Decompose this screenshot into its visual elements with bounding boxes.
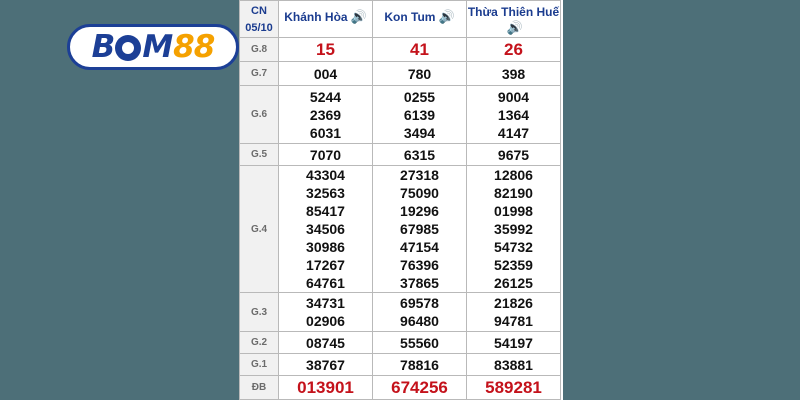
prize-cell bbox=[373, 38, 467, 62]
prize-cell bbox=[279, 144, 373, 166]
prize-number: 75090 bbox=[400, 185, 439, 201]
prize-number: 780 bbox=[407, 65, 432, 82]
prize-number: 1364 bbox=[497, 106, 530, 123]
prize-number: 85417 bbox=[306, 203, 345, 219]
prize-number: 43304 bbox=[306, 167, 345, 183]
prize-cell bbox=[467, 86, 561, 144]
prize-row bbox=[240, 376, 561, 400]
prize-cell bbox=[373, 62, 467, 86]
province-name: Kon Tum bbox=[384, 10, 436, 24]
prize-number: 21826 bbox=[494, 295, 533, 311]
prize-number: 004 bbox=[313, 65, 338, 82]
prize-cell bbox=[373, 86, 467, 144]
logo-number: 88 bbox=[173, 29, 215, 65]
province-header-kon-tum bbox=[373, 1, 467, 38]
prize-number: 15 bbox=[316, 39, 335, 59]
prize-row bbox=[240, 166, 561, 293]
draw-date-cell bbox=[240, 1, 279, 38]
prize-number: 0255 bbox=[403, 88, 436, 105]
prize-cell bbox=[467, 293, 561, 332]
prize-cell bbox=[279, 166, 373, 293]
prize-number: 013901 bbox=[297, 377, 354, 397]
prize-number: 55560 bbox=[400, 334, 439, 351]
prize-number: 76396 bbox=[400, 257, 439, 273]
prize-cell bbox=[467, 62, 561, 86]
logo-letter-m: M bbox=[142, 29, 173, 65]
prize-number: 17267 bbox=[306, 257, 345, 273]
prize-number: 9004 bbox=[497, 88, 530, 105]
prize-cell bbox=[373, 332, 467, 354]
prize-cell bbox=[279, 38, 373, 62]
prize-row bbox=[240, 62, 561, 86]
prize-label: G.7 bbox=[240, 62, 279, 86]
prize-number: 78816 bbox=[400, 356, 439, 373]
table-header-row bbox=[240, 1, 561, 38]
prize-number: 47154 bbox=[400, 239, 439, 255]
prize-number: 94781 bbox=[494, 313, 533, 329]
prize-cell bbox=[467, 38, 561, 62]
bom88-logo bbox=[67, 24, 239, 70]
prize-row bbox=[240, 144, 561, 166]
prize-number: 26125 bbox=[494, 275, 533, 291]
prize-label: ĐB bbox=[240, 376, 279, 400]
prize-number: 96480 bbox=[400, 313, 439, 329]
prize-number: 37865 bbox=[400, 275, 439, 291]
lottery-results-panel bbox=[239, 0, 563, 400]
speaker-icon[interactable]: 🔊 bbox=[438, 9, 455, 24]
prize-cell bbox=[279, 332, 373, 354]
prize-cell bbox=[279, 62, 373, 86]
prize-number: 26 bbox=[504, 39, 523, 59]
prize-number: 674256 bbox=[391, 377, 448, 397]
prize-number: 52359 bbox=[494, 257, 533, 273]
prize-number: 38767 bbox=[306, 356, 345, 373]
prize-cell bbox=[279, 293, 373, 332]
prize-cell bbox=[279, 86, 373, 144]
prize-number: 2369 bbox=[309, 106, 342, 123]
prize-number: 41 bbox=[410, 39, 429, 59]
prize-row bbox=[240, 332, 561, 354]
prize-label: G.2 bbox=[240, 332, 279, 354]
prize-cell bbox=[373, 166, 467, 293]
prize-label: G.8 bbox=[240, 38, 279, 62]
prize-number: 30986 bbox=[306, 239, 345, 255]
soccer-ball-icon bbox=[115, 35, 141, 61]
prize-cell bbox=[467, 332, 561, 354]
prize-number: 64761 bbox=[306, 275, 345, 291]
prize-cell bbox=[467, 376, 561, 400]
prize-number: 3494 bbox=[403, 124, 436, 141]
lottery-results-table bbox=[239, 0, 561, 400]
prize-number: 9675 bbox=[497, 146, 530, 163]
prize-cell bbox=[467, 166, 561, 293]
prize-number: 589281 bbox=[485, 377, 542, 397]
prize-number: 54197 bbox=[494, 334, 533, 351]
draw-day: CN bbox=[251, 5, 267, 17]
prize-number: 19296 bbox=[400, 203, 439, 219]
province-header-thua-thien-hue bbox=[467, 1, 561, 38]
speaker-icon[interactable]: 🔊 bbox=[506, 20, 524, 35]
province-header-khanh-hoa bbox=[279, 1, 373, 38]
prize-number: 6315 bbox=[403, 146, 436, 163]
prize-row bbox=[240, 86, 561, 144]
speaker-icon[interactable]: 🔊 bbox=[350, 9, 367, 24]
prize-row bbox=[240, 293, 561, 332]
prize-number: 34506 bbox=[306, 221, 345, 237]
prize-cell bbox=[373, 376, 467, 400]
prize-cell bbox=[279, 376, 373, 400]
prize-cell bbox=[467, 354, 561, 376]
prize-label: G.6 bbox=[240, 86, 279, 144]
prize-row bbox=[240, 354, 561, 376]
prize-number: 35992 bbox=[494, 221, 533, 237]
prize-label: G.5 bbox=[240, 144, 279, 166]
prize-number: 54732 bbox=[494, 239, 533, 255]
prize-number: 01998 bbox=[494, 203, 533, 219]
prize-cell bbox=[373, 144, 467, 166]
prize-number: 5244 bbox=[309, 88, 342, 105]
prize-cell bbox=[373, 293, 467, 332]
prize-number: 34731 bbox=[306, 295, 345, 311]
prize-number: 4147 bbox=[497, 124, 530, 141]
prize-number: 12806 bbox=[494, 167, 533, 183]
prize-number: 83881 bbox=[494, 356, 533, 373]
prize-number: 6139 bbox=[403, 106, 436, 123]
prize-number: 67985 bbox=[400, 221, 439, 237]
prize-label: G.1 bbox=[240, 354, 279, 376]
prize-number: 82190 bbox=[494, 185, 533, 201]
prize-number: 02906 bbox=[306, 313, 345, 329]
prize-number: 32563 bbox=[306, 185, 345, 201]
prize-cell bbox=[373, 354, 467, 376]
prize-number: 08745 bbox=[306, 334, 345, 351]
prize-number: 69578 bbox=[400, 295, 439, 311]
prize-number: 6031 bbox=[309, 124, 342, 141]
prize-number: 398 bbox=[501, 65, 526, 82]
logo-letter-b: B bbox=[91, 29, 115, 65]
prize-label: G.4 bbox=[240, 166, 279, 293]
prize-number: 7070 bbox=[309, 146, 342, 163]
province-name: Khánh Hòa bbox=[284, 10, 348, 24]
prize-label: G.3 bbox=[240, 293, 279, 332]
prize-cell bbox=[467, 144, 561, 166]
prize-row bbox=[240, 38, 561, 62]
draw-date: 05/10 bbox=[245, 22, 273, 34]
province-name: Thừa Thiên Huế bbox=[467, 5, 560, 19]
prize-number: 27318 bbox=[400, 167, 439, 183]
prize-cell bbox=[279, 354, 373, 376]
results-body bbox=[240, 38, 561, 400]
